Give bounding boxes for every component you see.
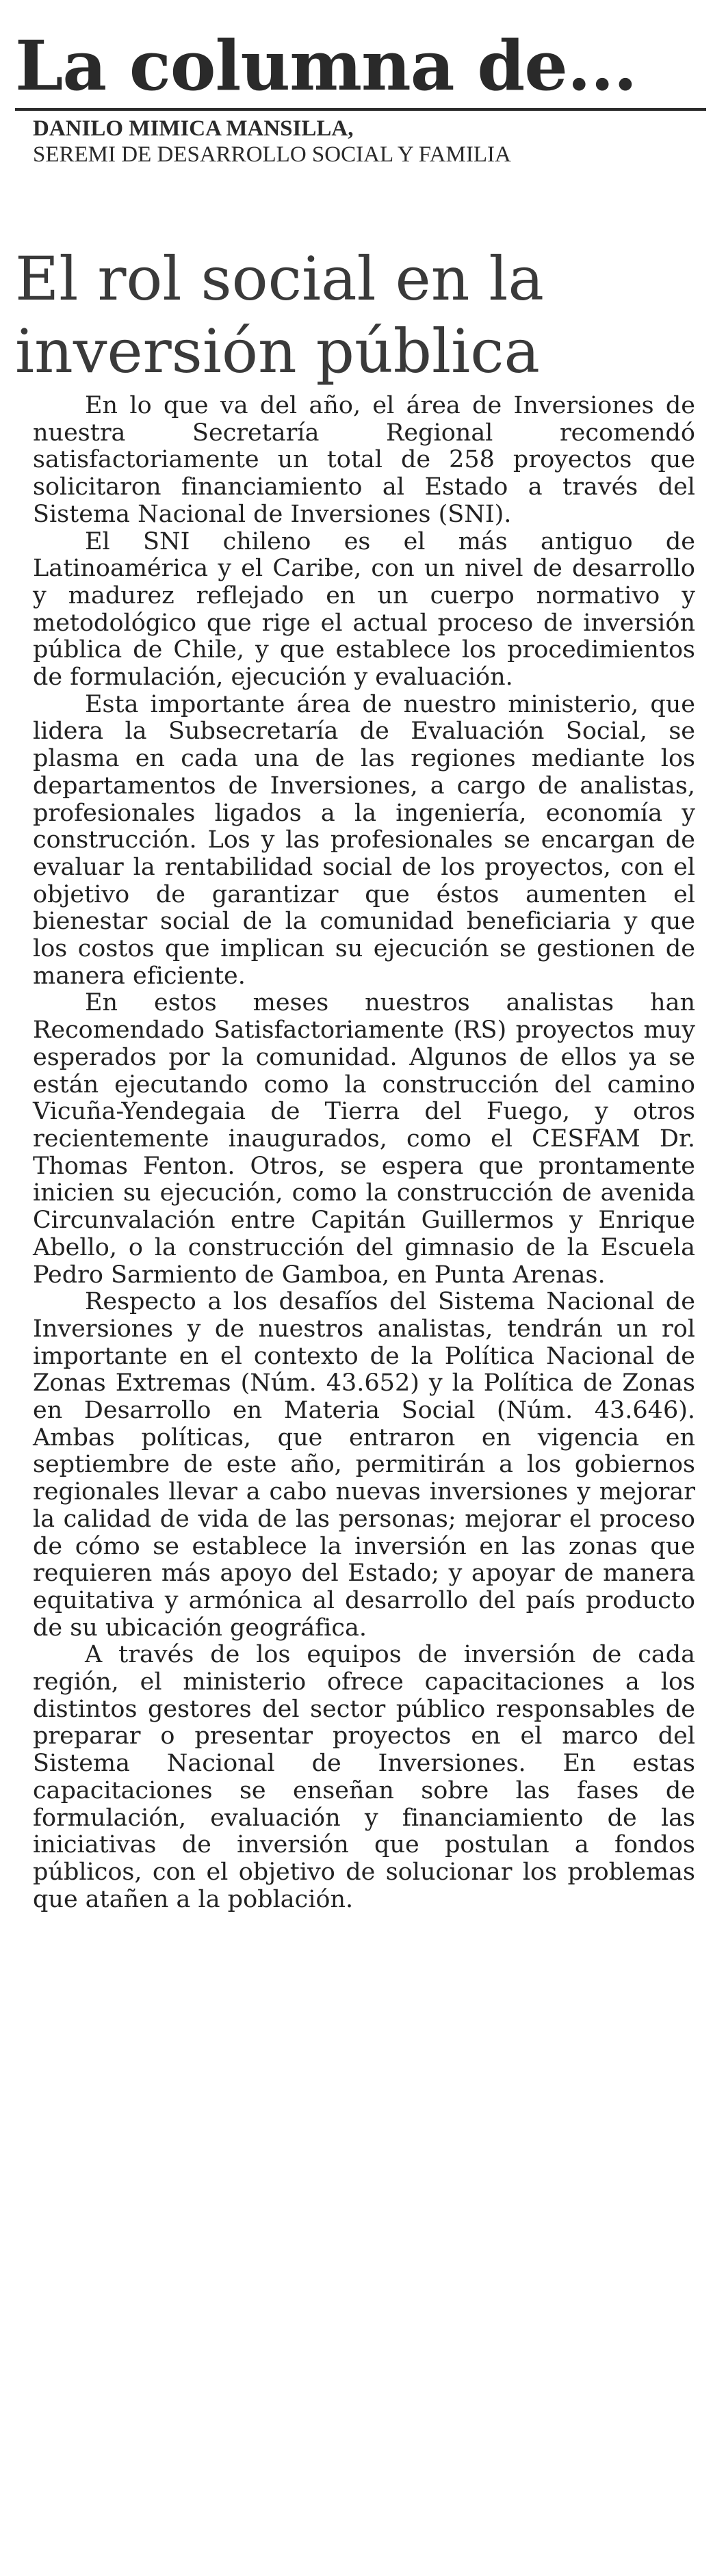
article-paragraph: El SNI chileno es el más antiguo de Latinoamérica y el Caribe, con un nivel de desarrollo y madurez reflejado en un cuerpo normativo y metodológico que rige el actual proceso de inversión pública de Chile, y que establece los procedimientos de formulación, ejecución y evaluación. [33,527,695,692]
title-divider [15,108,706,111]
article-paragraph: En estos meses nuestros analistas han Recomendado Satisfactoriamente (RS) proyectos muy esperados por la comunidad. Algunos de ellos ya se están ejecutando como la construcción del camino Vicuña-Yendegaia de Tierra del Fuego, y otros recientemente inaugurados, como el CESFAM Dr. Thomas Fenton. Otros, se espera que prontamente inicien su ejecución, como la construcción de avenida Circunvalación entre Capitán Guillermos y Enrique Abello, o la construcción del gimnasio de la Escuela Pedro Sarmiento de Gamboa, en Punta Arenas. [33,989,695,1289]
author-name: DANILO MIMICA MANSILLA, [33,116,354,141]
article-paragraph: Respecto a los desafíos del Sistema Nacional de Inversiones y de nuestros analistas, tendrán un rol importante en el contexto de la Política Nacional de Zonas Extremas (Núm. 43.652) y la Política de Zonas en Desarrollo en Materia Social (Núm. 43.646). Ambas políticas, que entraron en vigencia en septiembre de este año, permitirán a los gobiernos regionales llevar a cabo nuevas inversiones y mejorar la calidad de vida de las personas; mejorar el proceso de cómo se establece la inversión en las zonas que requieren más apoyo del Estado; y apoyar de manera equitativa y armónica al desarrollo del país producto de su ubicación geográfica. [33,1288,695,1642]
article-paragraph: En lo que va del año, el área de Inversiones de nuestra Secretaría Regional recomendó satisfactoriamente un total de 258 proyectos que solicitaron financiamiento al Estado a través del Sistema Nacional de Inversiones (SNI). [33,392,695,528]
article-headline: El rol social en la inversión pública [15,243,545,386]
author-role: SEREMI DE DESARROLLO SOCIAL Y FAMILIA [33,142,511,167]
article-paragraph: A través de los equipos de inversión de cada región, el ministerio ofrece capacitaciones a los distintos gestores del sector público responsables de preparar o presentar proyectos en el marco del Sistema Nacional de Inversiones. En estas capacitaciones se enseñan sobre las fases de formulación, evaluación y financiamiento de las iniciativas de inversión que postulan a fondos públicos, con el objetivo de solucionar los problemas que atañen a la población. [33,1641,695,1913]
article-paragraph: Esta importante área de nuestro ministerio, que lidera la Subsecretaría de Evaluación Social, se plasma en cada una de las regiones mediante los departamentos de Inversiones, a cargo de analistas, profesionales ligados a la ingeniería, economía y construcción. Los y las profesionales se encargan de evaluar la rentabilidad social de los proyectos, con el objetivo de garantizar que éstos aumenten el bienestar social de la comunidad beneficiaria y que los costos que implican su ejecución se gestionen de manera eficiente. [33,690,695,990]
article-body [33,393,695,1913]
column-title: La columna de... [15,25,637,106]
